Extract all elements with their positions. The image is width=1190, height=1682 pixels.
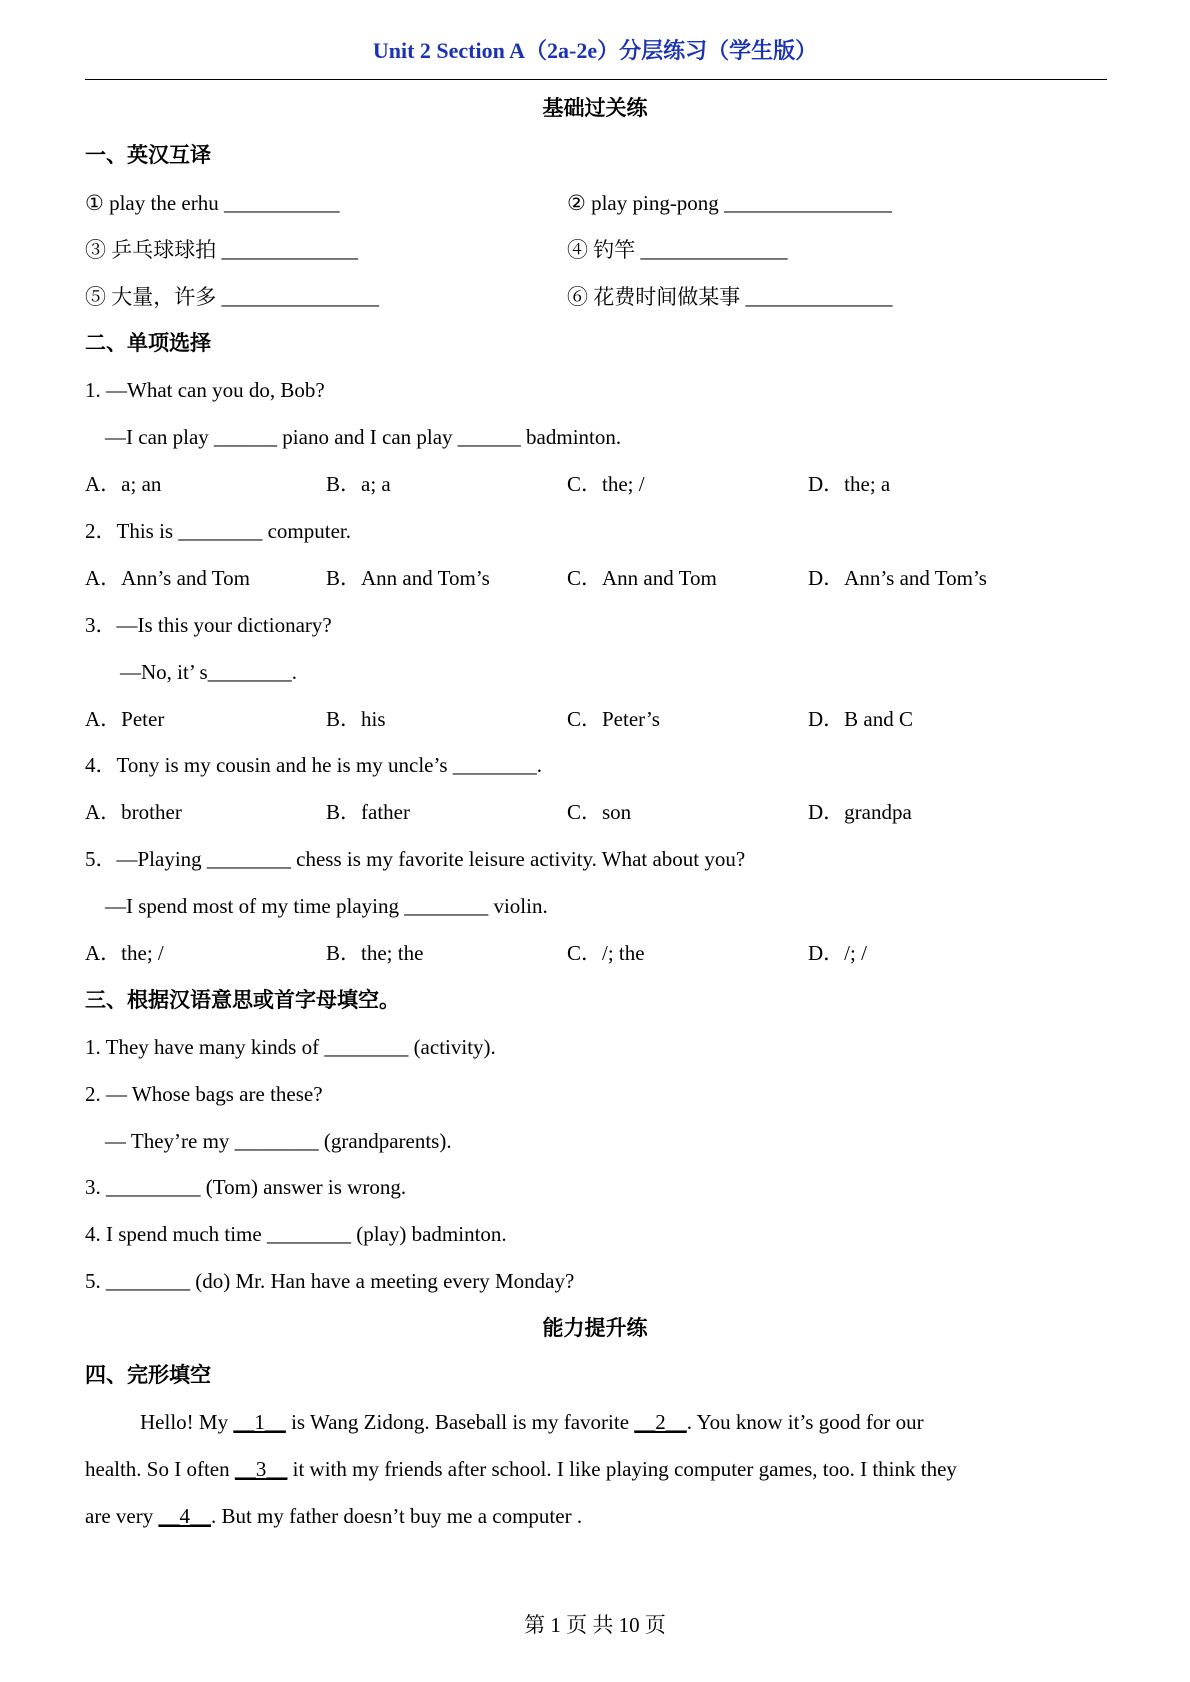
q3-option-c: C．Peter’s: [567, 707, 660, 731]
q1-option-a: A．a; an: [85, 472, 162, 496]
q4-option-d: D．grandpa: [808, 800, 912, 824]
part3-item-3: 3. _________ (Tom) answer is wrong.: [85, 1175, 407, 1199]
part1-item-3: ③ 乒乓球球拍 _____________: [85, 238, 358, 262]
q3-stem-line2: —No, it’ s________.: [120, 660, 297, 684]
q1-stem-line1: 1. —What can you do, Bob?: [85, 378, 325, 402]
cloze-text: Hello! My: [140, 1410, 234, 1434]
part3-item-2: 2. — Whose bags are these?: [85, 1082, 323, 1106]
q3-option-a: A．Peter: [85, 707, 165, 731]
q5-option-a: A．the; /: [85, 941, 164, 965]
q2-option-d: D．Ann’s and Tom’s: [808, 566, 987, 590]
q4-option-c: C．son: [567, 800, 632, 824]
page-header-title: Unit 2 Section A（2a-2e）分层练习（学生版）: [372, 38, 818, 63]
q5-stem-line2: —I spend most of my time playing ________ violin.: [105, 894, 548, 918]
part3-item-2-answer: — They’re my ________ (grandparents).: [105, 1129, 452, 1153]
q4-option-b: B．father: [326, 800, 410, 824]
cloze-blank-1: __1__: [233, 1410, 286, 1434]
cloze-line-1: [140, 1408, 924, 1436]
part3-heading: 三、根据汉语意思或首字母填空。: [85, 988, 400, 1012]
cloze-blank-3: __3__: [234, 1457, 288, 1481]
part3-item-4: 4. I spend much time ________ (play) badminton.: [85, 1222, 507, 1246]
cloze-text: . You know it’s good for our: [686, 1410, 924, 1434]
section-title-basic: 基础过关练: [542, 96, 648, 120]
part1-item-2: ② play ping-pong ________________: [567, 191, 893, 215]
q5-option-c: C．/; the: [567, 941, 645, 965]
q5-option-b: B．the; the: [326, 941, 424, 965]
q4-stem-line1: 4．Tony is my cousin and he is my uncle’s ________.: [85, 753, 542, 777]
q4-option-a: A．brother: [85, 800, 182, 824]
q2-option-a: A．Ann’s and Tom: [85, 566, 250, 590]
q1-option-b: B．a; a: [326, 472, 391, 496]
part1-item-1: ① play the erhu ___________: [85, 191, 340, 215]
part4-heading: 四、完形填空: [85, 1363, 211, 1387]
q2-option-b: B．Ann and Tom’s: [326, 566, 490, 590]
cloze-text: . But my father doesn’t buy me a computer .: [210, 1504, 583, 1528]
cloze-line-3: [85, 1502, 582, 1530]
page-footer: 第 1 页 共 10 页: [524, 1613, 666, 1637]
q5-option-d: D．/; /: [808, 941, 867, 965]
q1-option-d: D．the; a: [808, 472, 891, 496]
cloze-text: health. So I often: [85, 1457, 235, 1481]
part3-item-1: 1. They have many kinds of ________ (activity).: [85, 1035, 496, 1059]
q2-stem-line1: 2．This is ________ computer.: [85, 519, 351, 543]
q1-option-c: C．the; /: [567, 472, 645, 496]
cloze-line-2: [85, 1455, 957, 1483]
part1-item-4: ④ 钓竿 ______________: [567, 238, 788, 262]
part1-item-5: ⑤ 大量，许多 _______________: [85, 285, 379, 309]
part2-heading: 二、单项选择: [85, 331, 211, 355]
q5-stem-line1: 5．—Playing ________ chess is my favorite leisure activity. What about you?: [85, 847, 746, 871]
cloze-text: is Wang Zidong. Baseball is my favorite: [285, 1410, 635, 1434]
part1-heading: 一、英汉互译: [85, 143, 211, 167]
cloze-text: are very: [85, 1504, 159, 1528]
cloze-blank-4: __4__: [158, 1504, 211, 1528]
q3-option-d: D．B and C: [808, 707, 913, 731]
q2-option-c: C．Ann and Tom: [567, 566, 717, 590]
cloze-blank-2: __2__: [634, 1410, 687, 1434]
q3-stem-line1: 3．—Is this your dictionary?: [85, 613, 332, 637]
part1-item-6: ⑥ 花费时间做某事 ______________: [567, 285, 893, 309]
q1-stem-line2: —I can play ______ piano and I can play ______ badminton.: [105, 425, 622, 449]
part3-item-5: 5. ________ (do) Mr. Han have a meeting every Monday?: [85, 1269, 575, 1293]
q3-option-b: B．his: [326, 707, 386, 731]
cloze-text: it with my friends after school. I like playing computer games, too. I think they: [287, 1457, 957, 1481]
header-divider: [85, 79, 1107, 80]
section-title-advanced: 能力提升练: [542, 1316, 648, 1340]
